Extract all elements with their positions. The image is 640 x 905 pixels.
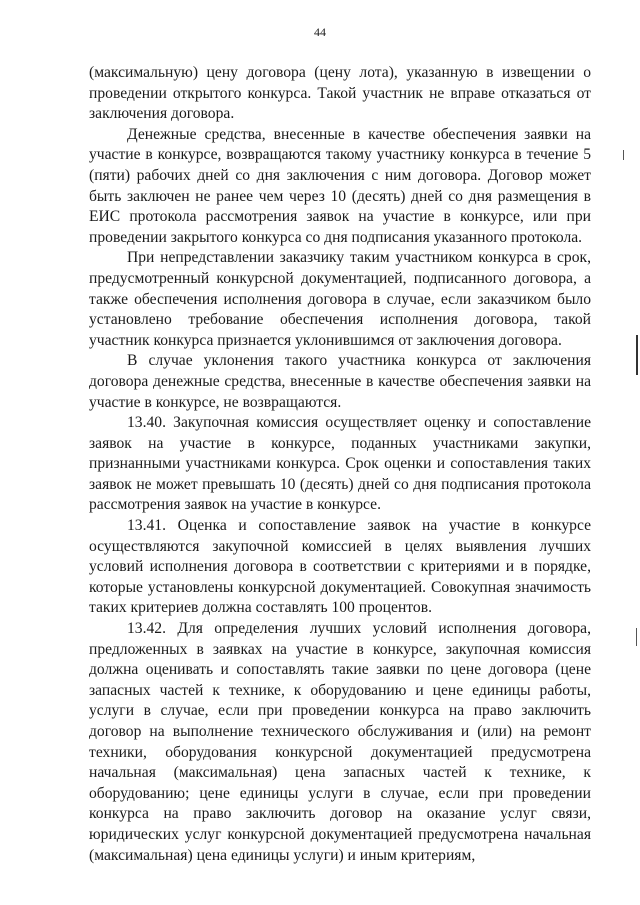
scan-margin-mark	[636, 335, 638, 375]
document-body	[89, 63, 591, 866]
page-number: 44	[314, 25, 326, 39]
scan-margin-mark	[636, 628, 637, 646]
paragraph-13-40: 13.40. Закупочная комиссия осуществляет оценку и сопоставление заявок на участие в конкурсе, поданных участниками закупки, признанными участниками конкурса. Срок оценки и сопоставления таких заявок не может превышать 10 (десять) дней со дня подписания протокола рассмотрения заявок на участие в конкурсе.	[89, 414, 591, 514]
paragraph-13-42: 13.42. Для определения лучших условий исполнения договора, предложенных в заявках на участие в конкурсе, закупочная комиссия должна оценивать и сопоставлять такие заявки по цене договора (цене запасных частей к технике, к оборудованию и цене единицы работы, услуги в случае, если при проведении конкурса на право заключить договор на выполнение технического обслуживания и (или) на ремонт техники, оборудования конкурсной документацией предусмотрена начальная (максимальная) цена запасных частей к технике, к оборудованию; цене единицы услуги в случае, если при проведении конкурса на право заключить договор на оказание услуг связи, юридических услуг конкурсной документацией предусмотрена начальная (максимальная) цена единицы услуги) и иным критериям,	[89, 620, 591, 864]
paragraph-13-41: 13.41. Оценка и сопоставление заявок на участие в конкурсе осуществляются закупочной комиссией в целях выявления лучших условий исполнения договора в соответствии с критериями и в порядке, которые установлены конкурсной документацией. Совокупная значимость таких критериев должна составлять 100 процентов.	[89, 517, 591, 617]
paragraph-evasion: В случае уклонения такого участника конкурса от заключения договора денежные средства, внесенные в качестве обеспечения заявки на участие в конкурсе, не возвращаются.	[89, 352, 591, 411]
scan-margin-mark	[623, 150, 624, 160]
paragraph-deposit-return: Денежные средства, внесенные в качестве обеспечения заявки на участие в конкурсе, возвращаются такому участнику конкурса в течение 5 (пяти) рабочих дней со дня заключения с ним договора. Договор может быть заключен не ранее чем через 10 (десять) дней со дня размещения в ЕИС протокола рассмотрения заявок на участие в конкурсе, или при проведении закрытого конкурса со дня подписания указанного протокола.	[89, 125, 591, 246]
paragraph-continuation: (максимальную) цену договора (цену лота), указанную в извещении о проведении открытого конкурса. Такой участник не вправе отказаться от заключения договора.	[89, 64, 591, 123]
paragraph-non-submission: При непредставлении заказчику таким участником конкурса в срок, предусмотренный конкурсной документацией, подписанного договора, а также обеспечения исполнения договора в случае, если заказчиком было установлено требование обеспечения исполнения договора, такой участник конкурса признается уклонившимся от заключения договора.	[89, 249, 591, 349]
